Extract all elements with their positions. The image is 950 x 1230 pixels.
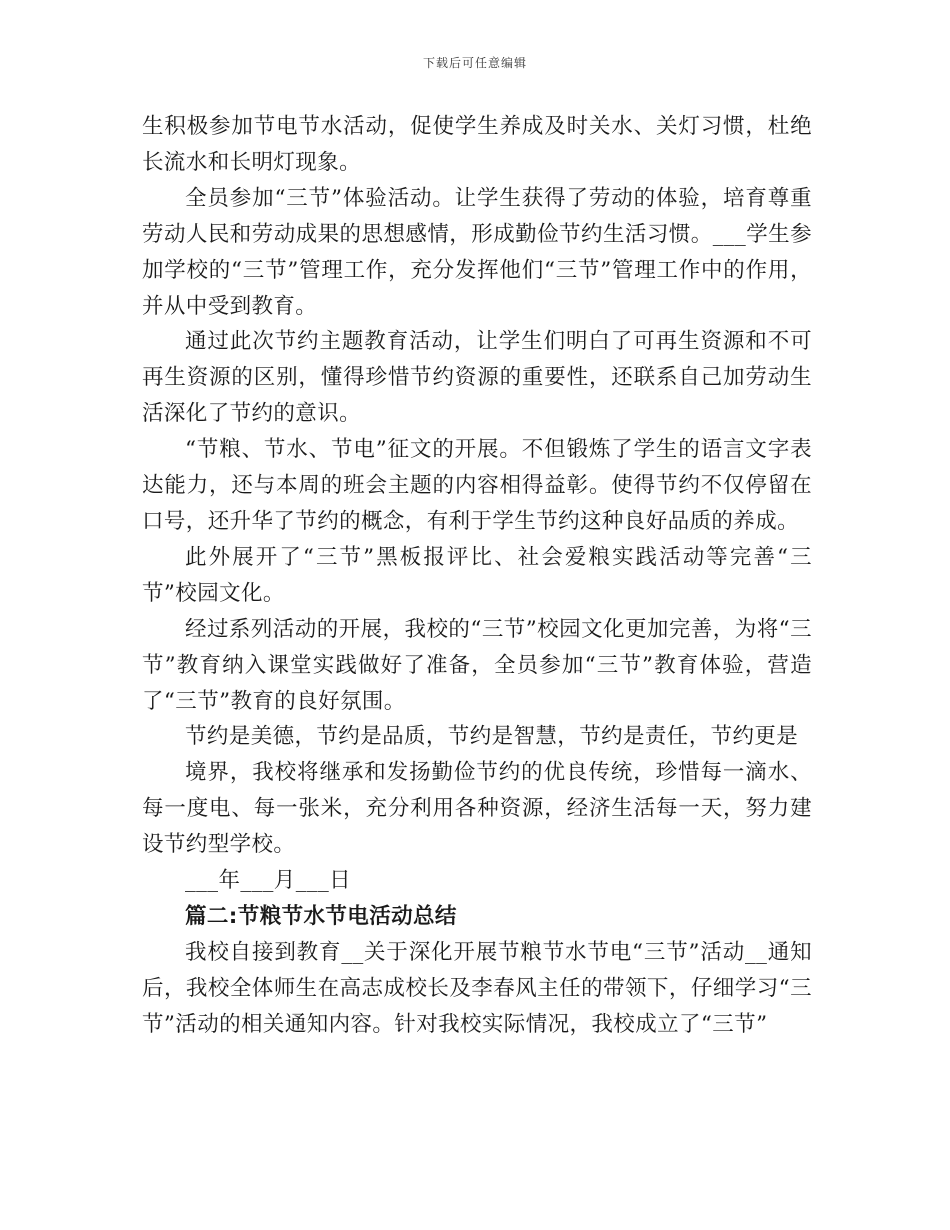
paragraph-8: 境界，我校将继承和发扬勤俭节约的优良传统，珍惜每一滴水、每一度电、每一张米，充分利用各种资源，经济生活每一天，努力建设节约型学校。 [142, 760, 812, 858]
page-header: 下载后可任意编辑 [422, 56, 527, 70]
paragraph-2: 全员参加“三节”体验活动。让学生获得了劳动的体验，培育尊重劳动人民和劳动成果的思想感情，形成勤俭节约生活习惯。___学生参加学校的“三节”管理工作，充分发挥他们“三节”管理工作中的作用，并从中受到教育。 [142, 185, 812, 319]
paragraph-1: 生积极参加节电节水活动，促使学生养成及时关水、关灯习惯，杜绝长流水和长明灯现象。 [142, 114, 812, 175]
section-heading: 篇二:节粮节水节电活动总结 [185, 903, 457, 929]
paragraph-7: 节约是美德，节约是品质，节约是智慧，节约是责任，节约更是 [185, 724, 799, 750]
section-paragraph: 我校自接到教育__关于深化开展节粮节水节电“三节”活动__通知后，我校全体师生在高志成校长及李春风主任的带领下，仔细学习“三节”活动的相关通知内容。针对我校实际情况，我校成立了“三节” [142, 939, 812, 1037]
paragraph-3: 通过此次节约主题教育活动，让学生们明白了可再生资源和不可再生资源的区别，懂得珍惜节约资源的重要性，还联系自己加劳动生活深化了节约的意识。 [142, 329, 812, 427]
paragraph-4: “节粮、节水、节电”征文的开展。不但锻炼了学生的语言文字表达能力，还与本周的班会主题的内容相得益彰。使得节约不仅停留在口号，还升华了节约的概念，有利于学生节约这种良好品质的养成。 [142, 437, 812, 534]
paragraph-6: 经过系列活动的开展，我校的“三节”校园文化更加完善，为将“三节”教育纳入课堂实践做好了准备，全员参加“三节”教育体验，营造了“三节”教育的良好氛围。 [142, 616, 812, 714]
paragraph-5: 此外展开了“三节”黑板报评比、社会爱粮实践活动等完善“三节”校园文化。 [142, 544, 812, 606]
document-body [142, 109, 812, 1043]
date-line: ___年___月___日 [185, 868, 352, 894]
